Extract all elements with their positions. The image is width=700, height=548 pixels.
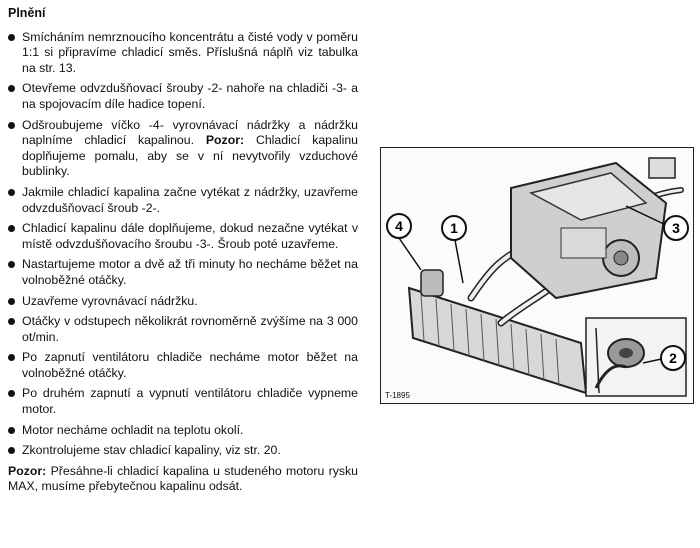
- step-text: Smícháním nemrznoucího koncentrátu a čisté vody v poměru 1:1 si připravíme chladicí směs. Příslušná náplň viz tabulka na str. 13.: [22, 29, 358, 75]
- figure-code: T-1895: [385, 391, 410, 400]
- callout-3: [664, 216, 688, 240]
- bullet-icon: [8, 122, 15, 129]
- bullet-icon: [8, 34, 15, 41]
- step-text: Otevřeme odvzdušňovací šrouby -2- nahoře na chladiči -3- a na spojovacím díle hadice topení.: [22, 81, 358, 111]
- callout-label: 4: [395, 218, 403, 234]
- step-text: Po druhém zapnutí a vypnutí ventilátoru chladiče vypneme motor.: [22, 386, 358, 417]
- list-item: [8, 314, 358, 345]
- list-item: [8, 185, 358, 216]
- warning-note: [8, 464, 358, 495]
- steps-list: [8, 30, 358, 459]
- step-text: Odšroubujeme víčko -4- vyrovnávací nádržky a nádržku naplníme chladicí kapalinou.: [22, 117, 358, 148]
- callout-label: 2: [669, 350, 677, 366]
- bullet-icon: [8, 85, 15, 92]
- list-item: [8, 221, 358, 252]
- note-text: Přesáhne-li chladicí kapalina u studeného motoru rysku MAX, musíme přebytečnou kapalinu odsát.: [8, 463, 358, 494]
- callout-label: 1: [450, 220, 458, 236]
- bullet-icon: [8, 427, 15, 434]
- step-text: Chladicí kapalinu doplňujeme pomalu, aby se v ní nevytvořily vzduchové bublinky.: [22, 133, 359, 179]
- engine-diagram: [381, 148, 693, 403]
- engine-cooling-illustration: [380, 147, 694, 404]
- step-text: Uzavřeme vyrovnávací nádržku.: [22, 293, 198, 308]
- bullet-icon: [8, 447, 15, 454]
- step-text: Chladicí kapalinu dále doplňujeme, dokud nezačne vytékat v místě odvzdušňovacího šroubu -3-. Šroub poté uzavřeme.: [22, 221, 358, 251]
- callout-2: [661, 346, 685, 370]
- section-title: Plnění: [8, 6, 46, 20]
- bullet-icon: [8, 354, 15, 361]
- list-item: [8, 423, 358, 439]
- list-item: [8, 386, 358, 417]
- bullet-icon: [8, 261, 15, 268]
- list-item: [8, 30, 358, 77]
- list-item: [8, 443, 358, 459]
- text-column: [8, 6, 358, 495]
- callout-1: [442, 216, 466, 240]
- list-item: [8, 294, 358, 310]
- list-item: [8, 257, 358, 288]
- step-text: Po zapnutí ventilátoru chladiče necháme motor běžet na volnoběžné otáčky.: [22, 350, 358, 380]
- step-text: Nastartujeme motor a dvě až tři minuty ho necháme běžet na volnoběžné otáčky.: [22, 257, 358, 287]
- engine-block-drawing: [511, 158, 675, 298]
- list-item: [8, 118, 358, 180]
- bullet-icon: [8, 189, 15, 196]
- bullet-icon: [8, 225, 15, 232]
- note-label: Pozor:: [8, 463, 47, 478]
- bullet-icon: [8, 390, 15, 397]
- step-text: Motor necháme ochladit na teplotu okolí.: [22, 422, 244, 437]
- step-text: Jakmile chladicí kapalina začne vytékat z nádržky, uzavřeme odvzdušňovací šroub -2-.: [22, 184, 358, 215]
- list-item: [8, 81, 358, 112]
- bullet-icon: [8, 318, 15, 325]
- bullet-icon: [8, 298, 15, 305]
- callout-4: [387, 214, 411, 238]
- warning-label: Pozor:: [205, 133, 245, 148]
- callout-label: 3: [672, 220, 680, 236]
- step-text: Zkontrolujeme stav chladicí kapaliny, viz str. 20.: [22, 443, 281, 458]
- list-item: [8, 350, 358, 381]
- step-text: Otáčky v odstupech několikrát rovnoměrně zvýšíme na 3 000 ot/min.: [22, 314, 358, 344]
